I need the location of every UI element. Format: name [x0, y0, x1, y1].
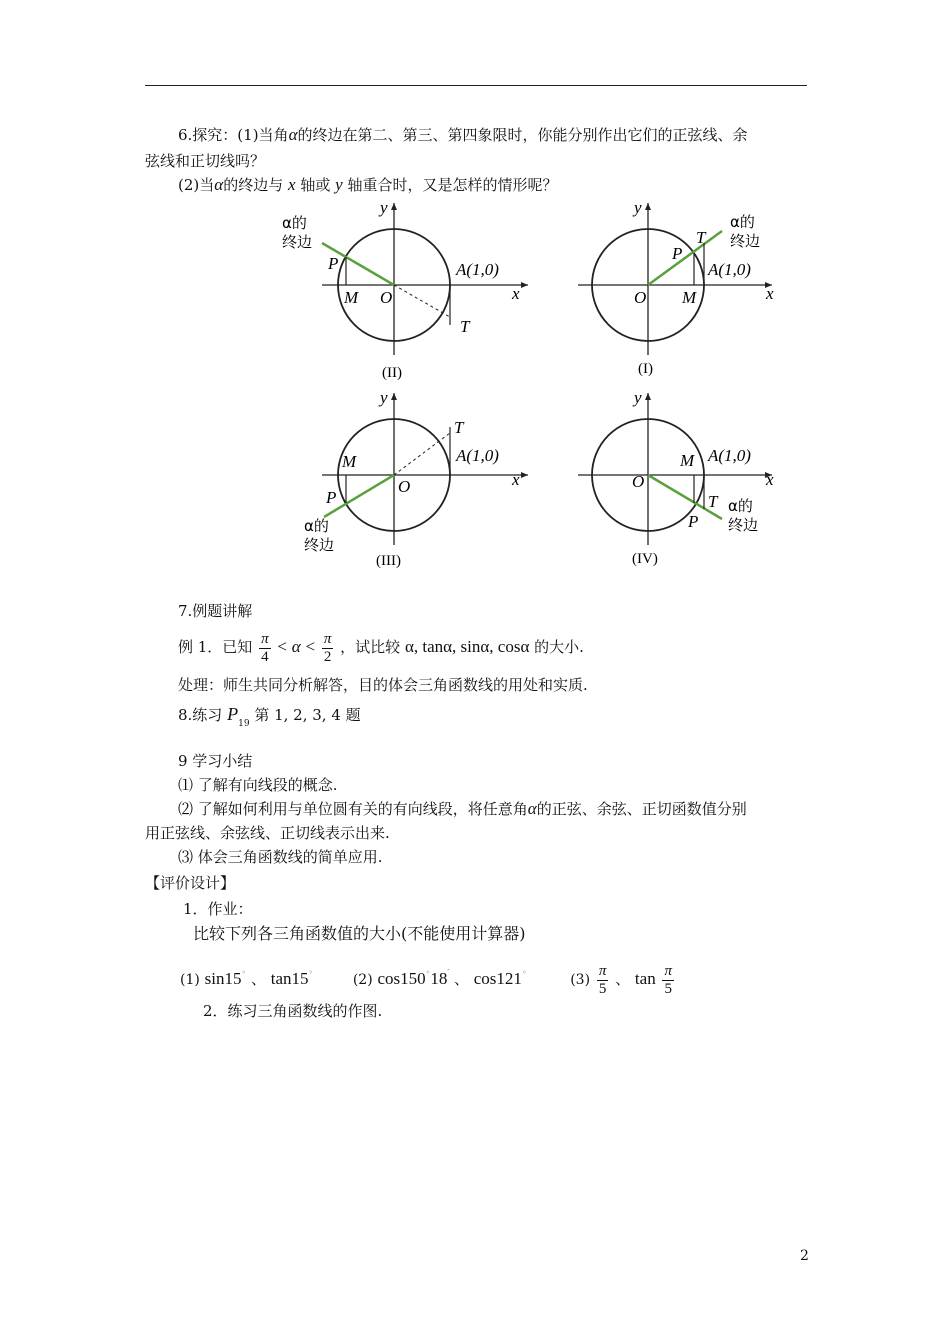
unit-circle-figures: [260, 195, 790, 580]
label-T: T: [696, 228, 706, 247]
label-P: P: [672, 244, 683, 263]
label-A: A(1,0): [456, 446, 499, 465]
label-y: y: [380, 388, 388, 407]
problem-2-a: cos150: [377, 969, 426, 988]
figure-quadrant-3: [304, 388, 528, 569]
summary-item-3: ⑶ 体会三角函数线的简单应用.: [178, 848, 383, 866]
figure-quadrant-1: [578, 198, 774, 377]
alpha-symbol: α: [291, 637, 301, 656]
problem-1-label: (1): [180, 972, 200, 988]
extension-dashed: [394, 285, 450, 317]
section8: [178, 703, 361, 735]
less-than: <: [277, 637, 287, 656]
degree-mark: ◦: [521, 968, 527, 977]
x-symbol: x: [287, 175, 296, 194]
problem-2-a-minutes: 18: [430, 969, 448, 988]
minute-mark: ′: [447, 968, 450, 977]
example-1: [178, 630, 584, 666]
label-P: P: [328, 254, 339, 273]
text: 第 1, 2, 3, 4 题: [254, 706, 361, 724]
degree-mark: ◦: [425, 968, 431, 977]
label-T: T: [460, 317, 470, 336]
terminal-label: α的: [730, 213, 755, 231]
section6-line2: 弦线和正切线吗？: [145, 152, 266, 170]
section6-line1: [178, 124, 748, 146]
figure-quadrant-2: [282, 198, 528, 381]
text: 8.练习: [178, 706, 223, 724]
separator: 、: [250, 970, 266, 988]
text: 6.探究：(1)当角: [178, 126, 289, 144]
text: 例 1．已知: [178, 638, 253, 656]
page-ref: P: [227, 704, 239, 724]
degree-mark: ◦: [308, 968, 314, 977]
eval-title: 【评价设计】: [145, 874, 236, 892]
text: (2)当: [178, 176, 215, 194]
y-arrow-icon: [645, 203, 651, 210]
denominator: 2: [323, 648, 332, 665]
denominator: 4: [261, 648, 269, 665]
y-arrow-icon: [645, 393, 651, 400]
y-arrow-icon: [391, 203, 397, 210]
text: 的终边在第二、第三、第四象限时，你能分别作出它们的正弦线、余: [297, 126, 748, 144]
y-arrow-icon: [391, 393, 397, 400]
text: 的正弦、余弦、正切函数值分别: [536, 800, 747, 818]
numerator: π: [664, 962, 672, 979]
terminal-label: α的: [282, 214, 307, 232]
alpha-symbol: α: [527, 799, 537, 818]
label-y: y: [380, 198, 388, 217]
label-y: y: [634, 198, 642, 217]
comparison-list: α, tanα, sinα, cosα: [404, 637, 530, 656]
compare-instruction: 比较下列各三角函数值的大小(不能使用计算器): [193, 924, 526, 943]
terminal-label: 终边: [282, 233, 313, 251]
section7-title: 7.例题讲解: [178, 602, 253, 620]
numerator: π: [598, 962, 607, 979]
denominator: 5: [664, 980, 672, 997]
numerator: π: [323, 630, 332, 647]
label-M: M: [680, 451, 695, 470]
label-y: y: [634, 388, 642, 407]
problem-1-a: sin15: [204, 969, 242, 988]
label-A: A(1,0): [708, 446, 751, 465]
page-ref-sub: 19: [238, 719, 250, 729]
label-P: P: [326, 488, 337, 507]
denominator: 5: [598, 980, 607, 997]
x-arrow-icon: [521, 472, 528, 478]
label-x: x: [512, 284, 520, 303]
label-T: T: [708, 492, 718, 511]
separator: 、: [615, 970, 631, 988]
label-x: x: [766, 284, 774, 303]
homework-label: 1．作业：: [183, 900, 253, 918]
label-x: x: [766, 470, 774, 489]
label-O: O: [380, 288, 393, 307]
label-T: T: [454, 418, 464, 437]
separator: 、: [453, 970, 469, 988]
text: ⑵ 了解如何利用与单位圆有关的有向线段，将任意角: [178, 800, 528, 818]
fraction-pi-over-5: [662, 963, 674, 998]
terminal-label: 终边: [730, 232, 761, 250]
fraction-pi-over-4: [259, 631, 271, 666]
text: 轴重合时，又是怎样的情形呢？: [347, 176, 558, 194]
x-arrow-icon: [521, 282, 528, 288]
terminal-label: α的: [304, 517, 329, 535]
summary-item-2-cont: 用正弦线、余弦线、正切线表示出来.: [145, 824, 390, 842]
label-M: M: [682, 288, 697, 307]
less-than: <: [305, 637, 316, 656]
caption: (III): [376, 553, 401, 569]
process-text: 处理：师生共同分析解答，目的体会三角函数线的用处和实质.: [178, 676, 588, 694]
alpha-symbol: α: [214, 175, 224, 194]
text: 的大小.: [534, 638, 584, 656]
label-x: x: [512, 470, 520, 489]
label-M: M: [342, 452, 357, 471]
terminal-label: 终边: [304, 536, 335, 554]
text: ，试比较: [340, 638, 401, 656]
label-P: P: [688, 512, 699, 531]
numerator: π: [261, 630, 269, 647]
tan-function: tan: [634, 969, 656, 988]
y-symbol: y: [335, 175, 343, 194]
problem-2-label: (2): [352, 972, 373, 988]
page-number: 2: [800, 1248, 809, 1264]
label-A: A(1,0): [456, 260, 499, 279]
section6-line3: [178, 174, 557, 196]
label-A: A(1,0): [708, 260, 751, 279]
degree-mark: ◦: [241, 968, 247, 977]
problem-2-b: cos121: [473, 969, 522, 988]
problem-1-b: tan15: [270, 969, 309, 988]
figure-quadrant-4: [578, 388, 774, 567]
terminal-label: α的: [728, 497, 753, 515]
section9-title: 9 学习小结: [178, 752, 253, 770]
header-rule: [145, 85, 807, 86]
caption: (II): [382, 365, 402, 381]
problem-3-label: (3): [570, 972, 591, 988]
text: 轴或: [300, 176, 331, 194]
label-O: O: [634, 288, 647, 307]
text: 的终边与: [223, 176, 284, 194]
fraction-pi-over-2: [322, 631, 334, 666]
problems-row: [180, 956, 676, 998]
label-O: O: [632, 472, 645, 491]
terminal-label: 终边: [728, 516, 759, 534]
summary-item-2: [178, 798, 747, 820]
fraction-pi-over-5: [597, 963, 609, 998]
extension-dashed: [394, 433, 450, 475]
caption: (I): [638, 361, 653, 377]
homework-2: 2．练习三角函数线的作图.: [203, 1002, 383, 1020]
alpha-symbol: α: [288, 125, 298, 144]
label-O: O: [398, 477, 411, 496]
label-M: M: [344, 288, 359, 307]
summary-item-1: ⑴ 了解有向线段的概念.: [178, 776, 338, 794]
caption: (IV): [632, 551, 658, 567]
